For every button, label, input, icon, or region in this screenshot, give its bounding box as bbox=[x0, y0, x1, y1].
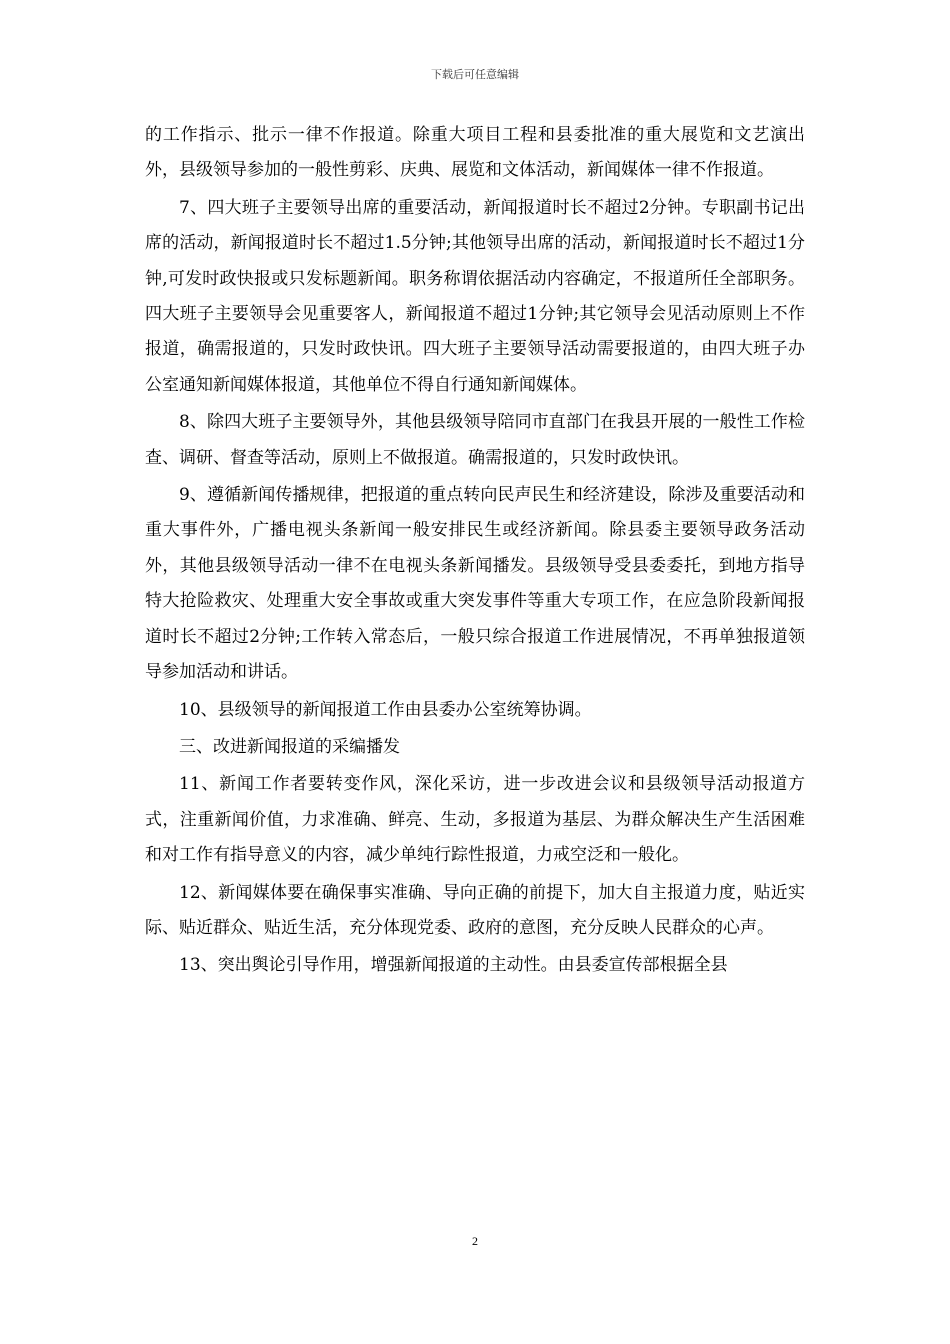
paragraph: 7、四大班子主要领导出席的重要活动，新闻报道时长不超过2分钟。专职副书记出席的活动，新闻报道时长不超过1.5分钟;其他领导出席的活动，新闻报道时长不超过1分钟,可发时政快报或只发标题新闻。职务称谓依据活动内容确定，不报道所任全部职务。四大班子主要领导会见重要客人，新闻报道不超过1分钟;其它领导会见活动原则上不作报道，确需报道的，只发时政快讯。四大班子主要领导活动需要报道的，由四大班子办公室通知新闻媒体报道，其他单位不得自行通知新闻媒体。 bbox=[145, 197, 805, 395]
paragraph: 13、突出舆论引导作用，增强新闻报道的主动性。由县委宣传部根据全县 bbox=[179, 955, 728, 976]
page-header: 下载后可任意编辑 bbox=[431, 68, 519, 81]
paragraph: 10、县级领导的新闻报道工作由县委办公室统筹协调。 bbox=[179, 699, 592, 720]
paragraph: 9、遵循新闻传播规律，把报道的重点转向民声民生和经济建设，除涉及重要活动和重大事件外，广播电视头条新闻一般安排民生或经济新闻。除县委主要领导政务活动外，其他县级领导活动一律不在电视头条新闻播发。县级领导受县委委托，到地方指导特大抢险救灾、处理重大安全事故或重大突发事件等重大专项工作，在应急阶段新闻报道时长不超过2分钟;工作转入常态后，一般只综合报道工作进展情况，不再单独报道领导参加活动和讲话。 bbox=[145, 485, 805, 683]
paragraph: 8、除四大班子主要领导外，其他县级领导陪同市直部门在我县开展的一般性工作检查、调研、督查等活动，原则上不做报道。确需报道的，只发时政快讯。 bbox=[145, 412, 805, 468]
paragraph: 12、新闻媒体要在确保事实准确、导向正确的前提下，加大自主报道力度，贴近实际、贴近群众、贴近生活，充分体现党委、政府的意图，充分反映人民群众的心声。 bbox=[145, 882, 805, 938]
paragraph: 11、新闻工作者要转变作风，深化采访，进一步改进会议和县级领导活动报道方式，注重新闻价值，力求准确、鲜亮、生动，多报道为基层、为群众解决生产生活困难和对工作有指导意义的内容，减少单纯行踪性报道，力戒空泛和一般化。 bbox=[145, 774, 805, 866]
page-number: 2 bbox=[472, 1234, 478, 1248]
document-body bbox=[145, 118, 805, 986]
paragraph: 的工作指示、批示一律不作报道。除重大项目工程和县委批准的重大展览和文艺演出外，县级领导参加的一般性剪彩、庆典、展览和文体活动，新闻媒体一律不作报道。 bbox=[145, 125, 805, 181]
section-heading: 三、改进新闻报道的采编播发 bbox=[179, 736, 400, 757]
